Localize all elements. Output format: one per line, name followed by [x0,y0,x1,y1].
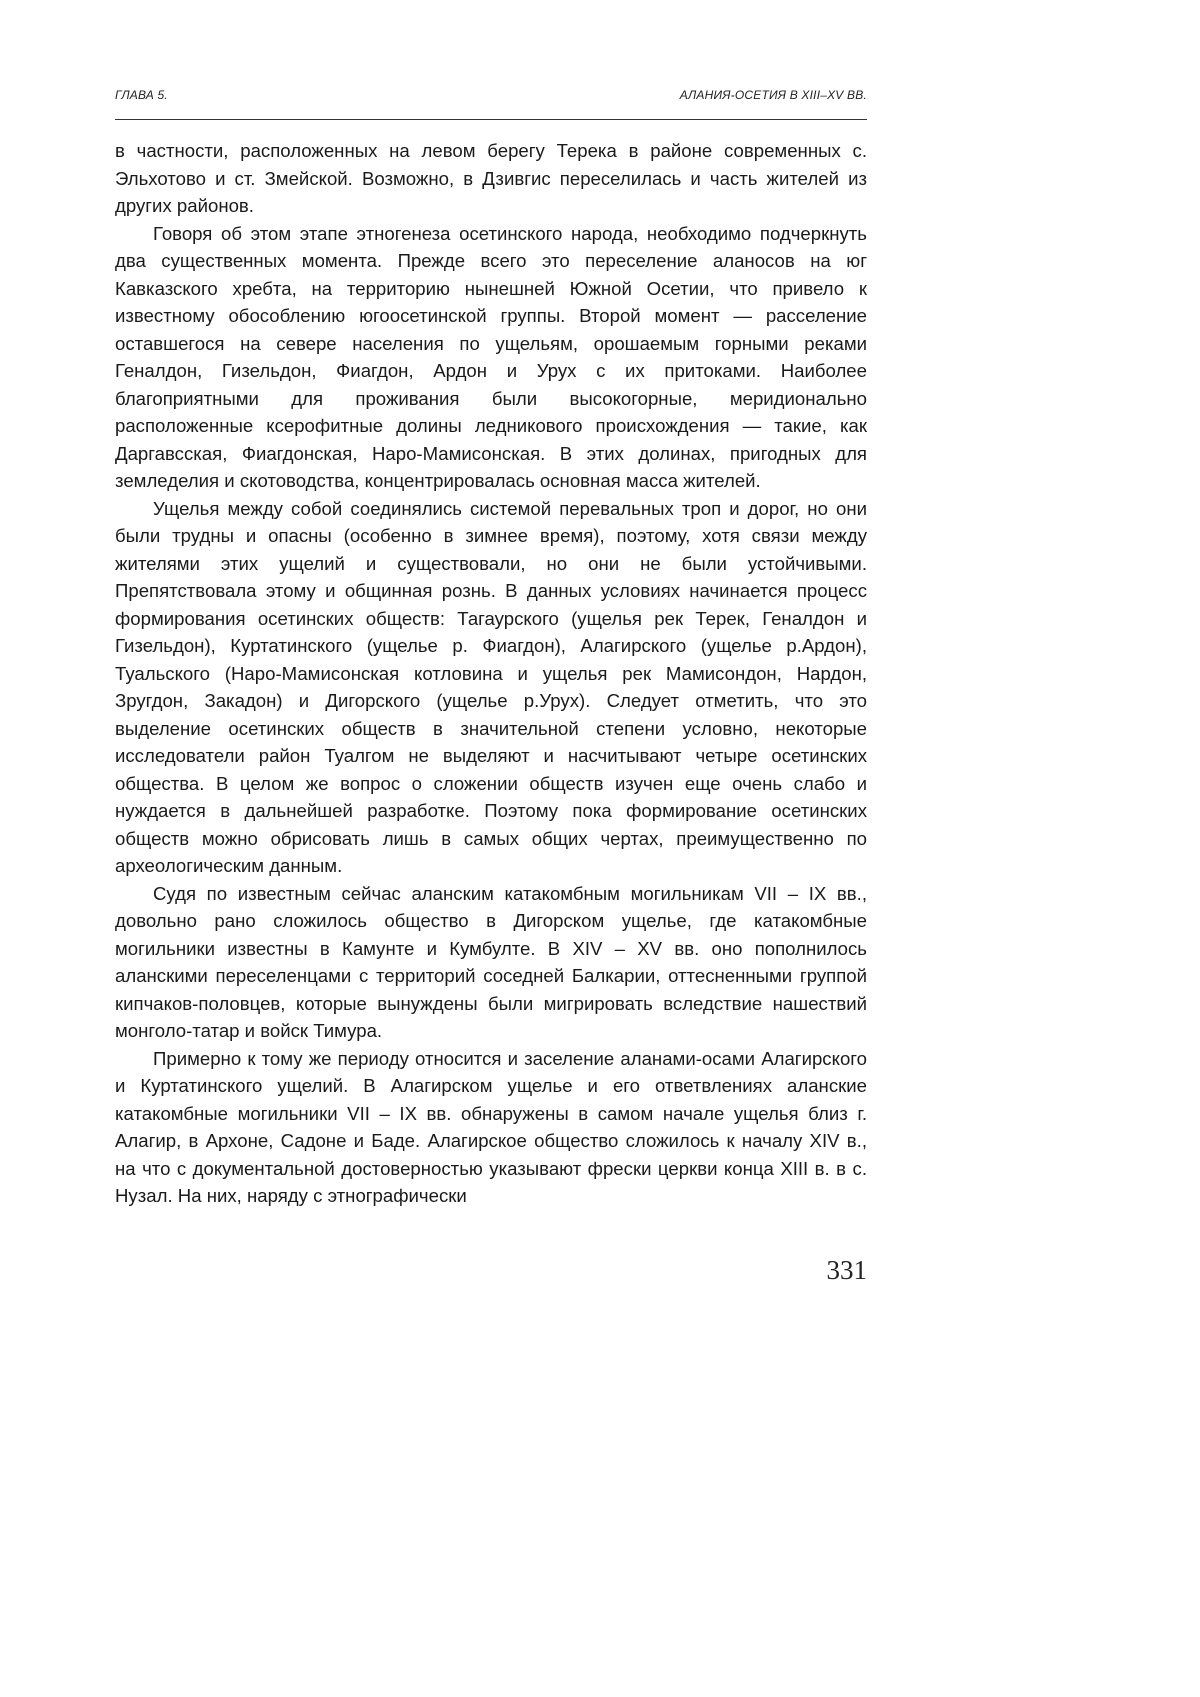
book-page [0,0,1200,1697]
page-number: 331 [827,1255,868,1286]
paragraph: Говоря об этом этапе этногенеза осетинского народа, необходимо подчеркнуть два существенных момента. Прежде всего это переселение аланосов на юг Кавказского хребта, на территорию нынешней Южной Осетии, что привело к известному обособлению югоосетинской группы. Второй момент — расселение оставшегося на севере населения по ущельям, орошаемым горными реками Геналдон, Гизельдон, Фиагдон, Ардон и Урух с их притоками. Наиболее благоприятными для проживания были высокогорные, меридионально расположенные ксерофитные долины ледникового происхождения — такие, как Даргавсская, Фиагдонская, Наро-Мамисонская. В этих долинах, пригодных для земледелия и скотоводства, концентрировалась основная масса жителей. [115,220,867,495]
paragraph: в частности, расположенных на левом берегу Терека в районе современных с. Эльхотово и ст. Змейской. Возможно, в Дзивгис переселилась и часть жителей из других районов. [115,137,867,220]
paragraph: Ущелья между собой соединялись системой перевальных троп и дорог, но они были трудны и опасны (особенно в зимнее время), поэтому, хотя связи между жителями этих ущелий и существовали, но они не были устойчивыми. Препятствовала этому и общинная рознь. В данных условиях начинается процесс формирования осетинских обществ: Тагаурского (ущелья рек Терек, Геналдон и Гизельдон), Куртатинского (ущелье р. Фиагдон), Алагирского (ущелье р.Ардон), Туальского (Наро-Мамисонская котловина и ущелья рек Мамисондон, Нардон, Зругдон, Закадон) и Дигорского (ущелье р.Урух). Следует отметить, что это выделение осетинских обществ в значительной степени условно, некоторые исследователи район Туалгом не выделяют и насчитывают четыре осетинских общества. В целом же вопрос о сложении обществ изучен еще очень слабо и нуждается в дальнейшей разработке. Поэтому пока формирование осетинских обществ можно обрисовать лишь в самых общих чертах, преимущественно по археологическим данным. [115,495,867,880]
header-divider [115,119,867,120]
paragraph: Примерно к тому же периоду относится и заселение аланами-осами Алагирского и Куртатинского ущелий. В Алагирском ущелье и его ответвлениях аланские катакомбные могильники VII – IX вв. обнаружены в самом начале ущелья близ г. Алагир, в Архоне, Садоне и Баде. Алагирское общество сложилось к началу XIV в., на что с документальной достоверностью указывают фрески церкви конца XIII в. в с. Нузал. На них, наряду с этнографически [115,1045,867,1210]
body-text [115,137,867,1210]
running-header [115,88,867,108]
section-title: АЛАНИЯ-ОСЕТИЯ В XIII–XV ВВ. [680,88,867,102]
paragraph: Судя по известным сейчас аланским катакомбным могильникам VII – IX вв., довольно рано сложилось общество в Дигорском ущелье, где катакомбные могильники известны в Камунте и Кумбулте. В XIV – XV вв. оно пополнилось аланскими переселенцами с территорий соседней Балкарии, оттесненными группой кипчаков-половцев, которые вынуждены были мигрировать вследствие нашествий монголо-татар и войск Тимура. [115,880,867,1045]
chapter-label: ГЛАВА 5. [115,88,168,102]
